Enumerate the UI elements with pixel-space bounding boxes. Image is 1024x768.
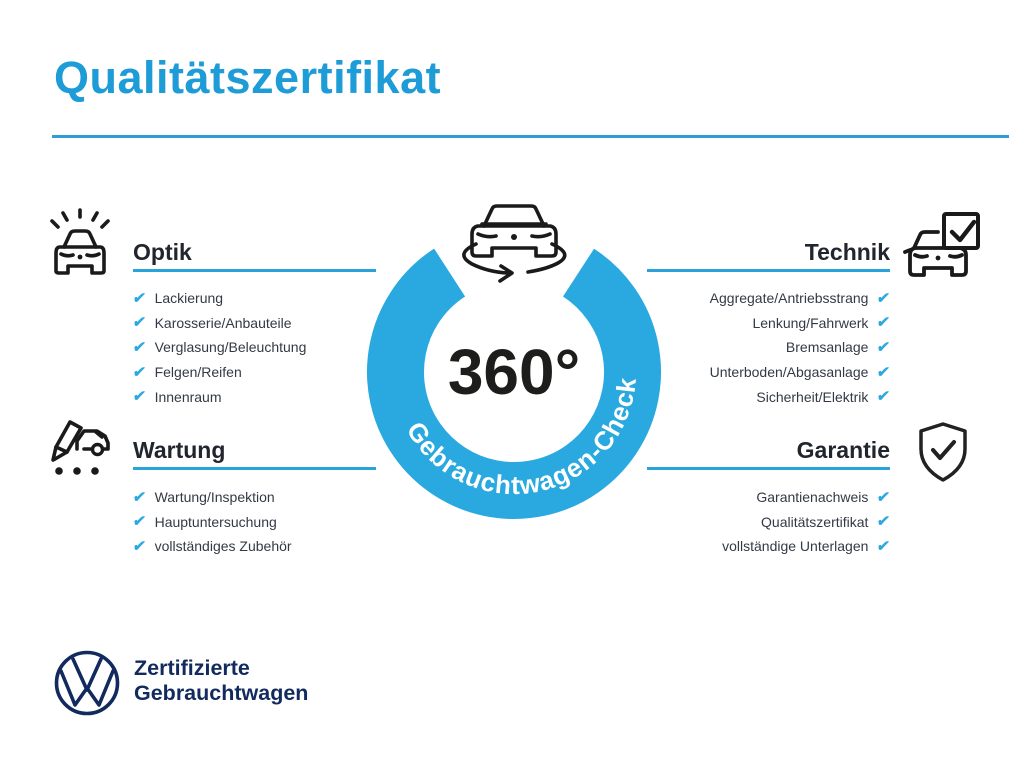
pencil-van-icon bbox=[40, 404, 118, 482]
section-optik-list bbox=[133, 286, 306, 409]
list-item bbox=[133, 311, 306, 336]
section-garantie-underline bbox=[647, 467, 890, 470]
page-title: Qualitätszertifikat bbox=[54, 52, 442, 103]
section-optik-underline bbox=[133, 269, 376, 272]
footer-line2: Gebrauchtwagen bbox=[134, 681, 309, 705]
item-label: Garantienachweis bbox=[756, 489, 869, 506]
list-item bbox=[710, 286, 890, 311]
check-icon: ✔ bbox=[876, 363, 892, 381]
item-label: Wartung/Inspektion bbox=[154, 489, 275, 506]
item-label: Hauptuntersuchung bbox=[154, 513, 277, 530]
ring-label: Gebrauchtwagen-Check bbox=[400, 375, 643, 501]
item-label: Unterboden/Abgasanlage bbox=[709, 364, 869, 381]
list-item bbox=[133, 335, 306, 360]
check-icon: ✔ bbox=[131, 537, 147, 555]
shield-check-icon bbox=[910, 418, 976, 490]
title-divider bbox=[52, 135, 1009, 138]
section-garantie-header: Garantie bbox=[796, 437, 890, 463]
list-item bbox=[722, 485, 890, 510]
check-icon: ✔ bbox=[131, 488, 147, 506]
check-icon: ✔ bbox=[876, 388, 892, 406]
item-label: Lenkung/Fahrwerk bbox=[752, 314, 869, 331]
item-label: Qualitätszertifikat bbox=[761, 513, 869, 530]
check-icon: ✔ bbox=[876, 488, 892, 506]
check-icon: ✔ bbox=[876, 338, 892, 356]
check-icon: ✔ bbox=[131, 363, 147, 381]
list-item bbox=[710, 311, 890, 336]
item-label: Karosserie/Anbauteile bbox=[154, 314, 292, 331]
list-item bbox=[133, 534, 292, 559]
list-item bbox=[710, 384, 890, 409]
list-item bbox=[710, 335, 890, 360]
car-360-icon bbox=[448, 196, 580, 300]
item-label: vollständiges Zubehör bbox=[154, 538, 292, 555]
ring-value: 360° bbox=[447, 336, 581, 408]
list-item bbox=[710, 360, 890, 385]
item-label: Aggregate/Antriebsstrang bbox=[709, 290, 869, 307]
section-wartung-underline bbox=[133, 467, 376, 470]
section-wartung-header: Wartung bbox=[133, 437, 226, 463]
item-label: vollständige Unterlagen bbox=[722, 538, 869, 555]
list-item bbox=[722, 510, 890, 535]
item-label: Sicherheit/Elektrik bbox=[756, 388, 869, 405]
item-label: Lackierung bbox=[154, 290, 224, 307]
item-label: Verglasung/Beleuchtung bbox=[154, 339, 307, 356]
section-optik-header: Optik bbox=[133, 239, 192, 265]
list-item bbox=[133, 286, 306, 311]
item-label: Felgen/Reifen bbox=[154, 364, 242, 381]
list-item bbox=[133, 485, 292, 510]
list-item bbox=[133, 384, 306, 409]
check-icon: ✔ bbox=[131, 513, 147, 531]
footer-brand-text bbox=[134, 656, 308, 706]
list-item bbox=[722, 534, 890, 559]
section-technik-list bbox=[710, 286, 890, 409]
item-label: Innenraum bbox=[154, 388, 222, 405]
check-icon: ✔ bbox=[876, 537, 892, 555]
list-item bbox=[133, 360, 306, 385]
footer-line1: Zertifizierte bbox=[134, 656, 250, 680]
item-label: Bremsanlage bbox=[785, 339, 869, 356]
check-icon: ✔ bbox=[131, 388, 147, 406]
check-icon: ✔ bbox=[131, 314, 147, 332]
check-icon: ✔ bbox=[876, 513, 892, 531]
check-icon: ✔ bbox=[876, 289, 892, 307]
section-technik-underline bbox=[647, 269, 890, 272]
list-item bbox=[133, 510, 292, 535]
section-garantie-list bbox=[722, 485, 890, 559]
check-icon: ✔ bbox=[131, 289, 147, 307]
section-technik-header: Technik bbox=[804, 239, 890, 265]
section-wartung-list bbox=[133, 485, 292, 559]
vw-logo bbox=[52, 648, 122, 718]
car-shine-icon bbox=[44, 206, 116, 284]
check-icon: ✔ bbox=[876, 314, 892, 332]
car-checkbox-icon bbox=[902, 208, 986, 288]
check-icon: ✔ bbox=[131, 338, 147, 356]
